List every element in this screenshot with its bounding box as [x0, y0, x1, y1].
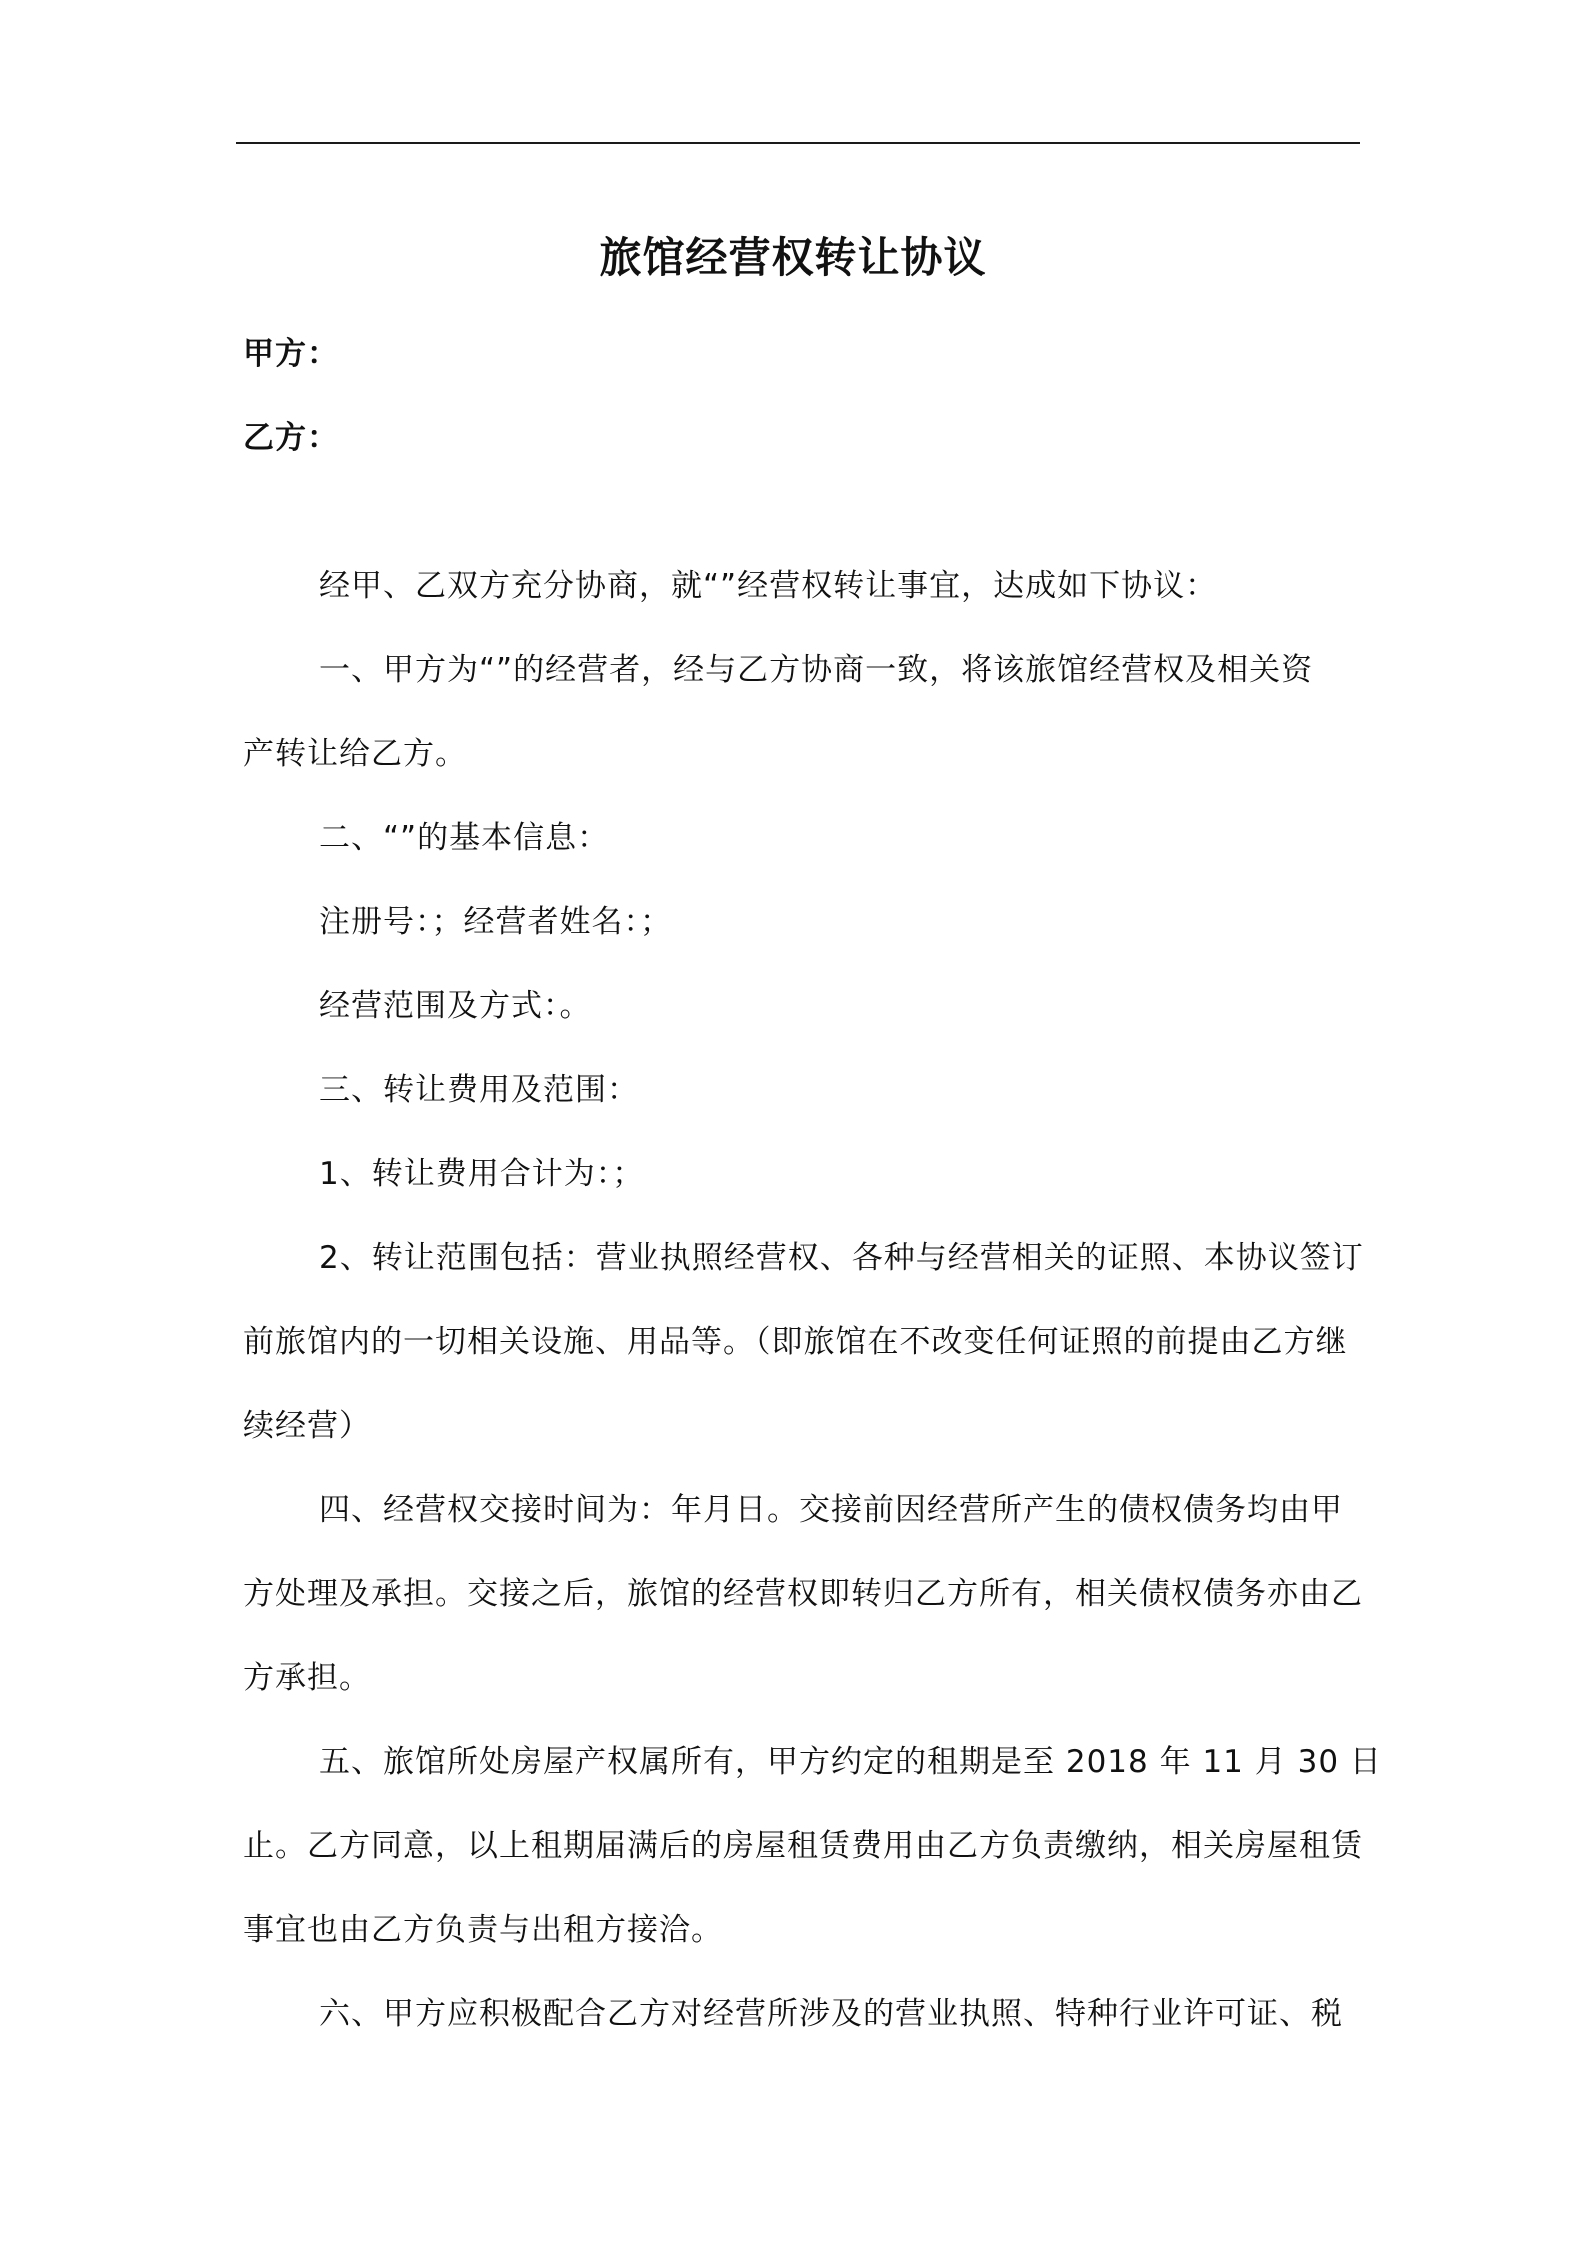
clause-2-heading: 二、“”的基本信息： [319, 820, 610, 856]
header-rule [236, 142, 1360, 144]
party-a-label: 甲方： [243, 336, 339, 372]
clause-4-line-3: 方承担。 [243, 1660, 371, 1696]
clause-2-scope: 经营范围及方式：。 [319, 988, 592, 1024]
party-b-label: 乙方： [243, 420, 339, 456]
document-title: 旅馆经营权转让协议 [599, 233, 987, 282]
preamble-line: 经甲、乙双方充分协商，就“”经营权转让事宜，达成如下协议： [319, 568, 1218, 604]
clause-1-line-1: 一、甲方为“”的经营者，经与乙方协商一致，将该旅馆经营权及相关资 [319, 652, 1314, 688]
clause-3-item-2-line-1: 2、转让范围包括：营业执照经营权、各种与经营相关的证照、本协议签订 [319, 1240, 1364, 1276]
clause-4-line-2: 方处理及承担。交接之后，旅馆的经营权即转归乙方所有，相关债权债务亦由乙 [243, 1576, 1363, 1612]
clause-2-registration: 注册号：；经营者姓名：； [319, 904, 672, 940]
clause-5-line-3: 事宜也由乙方负责与出租方接洽。 [243, 1912, 723, 1948]
clause-5-line-2: 止。乙方同意，以上租期届满后的房屋租赁费用由乙方负责缴纳，相关房屋租赁 [243, 1828, 1363, 1864]
clause-3-heading: 三、转让费用及范围： [319, 1072, 639, 1108]
clause-3-item-1: 1、转让费用合计为：； [319, 1156, 645, 1192]
clause-3-item-2-line-2: 前旅馆内的一切相关设施、用品等。（即旅馆在不改变任何证照的前提由乙方继 [243, 1324, 1348, 1360]
clause-3-item-2-line-3: 续经营） [243, 1408, 371, 1444]
clause-5-line-1: 五、旅馆所处房屋产权属所有，甲方约定的租期是至 2018 年 11 月 30 日 [319, 1744, 1382, 1780]
clause-4-line-1: 四、经营权交接时间为：年月日。交接前因经营所产生的债权债务均由甲 [319, 1492, 1343, 1528]
clause-6-line-1: 六、甲方应积极配合乙方对经营所涉及的营业执照、特种行业许可证、税 [319, 1996, 1343, 2032]
clause-1-line-2: 产转让给乙方。 [243, 736, 467, 772]
